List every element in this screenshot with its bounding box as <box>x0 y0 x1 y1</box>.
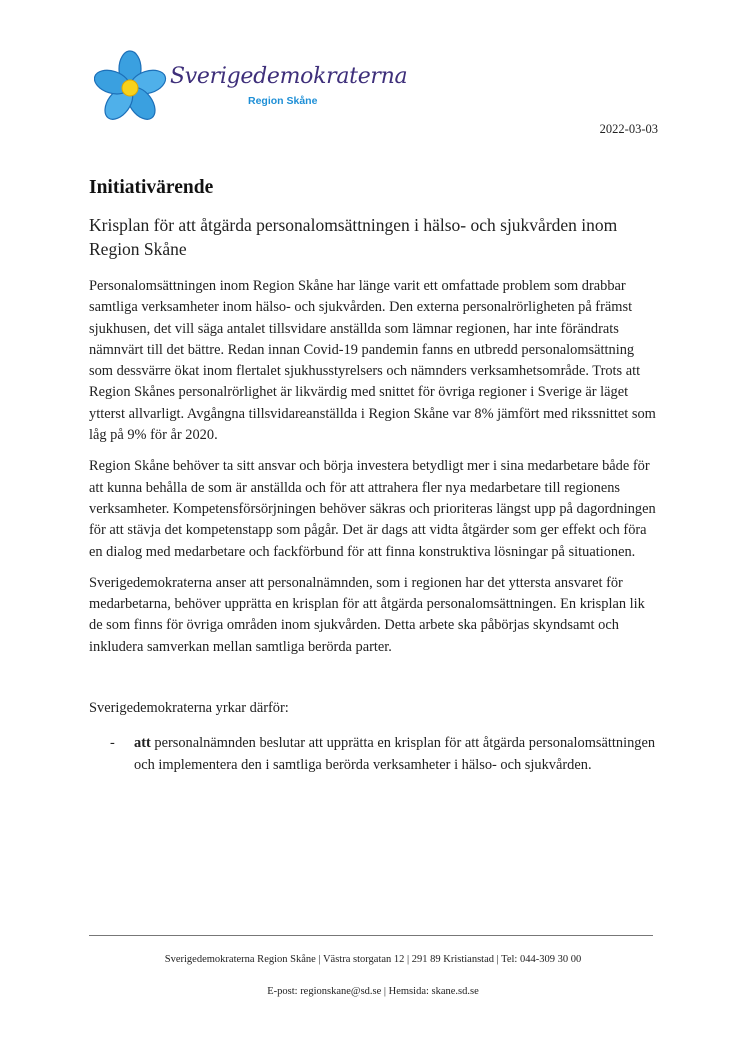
logo-name: Sverigedemokraterna <box>170 64 408 89</box>
document-type: Initiativärende <box>89 177 214 198</box>
flower-center <box>122 80 138 96</box>
demand-item <box>89 733 661 776</box>
demand-text <box>134 733 661 776</box>
document-body <box>89 177 661 776</box>
footer-divider <box>89 935 653 936</box>
paragraph: Personalomsättningen inom Region Skåne har länge varit ett omfattade problem som drabbar samtliga verksamheter inom hälso- och sjukvården. Den externa personalrörligheten på främst sjukhusen, det vill säga antalet tillsvidare anställda som lämnar regionen, har inte förändrats nämnvärt till det bättre. Redan innan Covid-19 pandemin fanns en utbredd personalomsättning som dessvärre ökat inom flertalet sjukhusstyrelsers och nämnders verksamhetsområde. Trots att Region Skånes personalrörlighet är likvärdig med snittet för övriga regioner i Sverige är läget ytterst allvarligt. Avgångna tillsvidareanställda i Region Skåne var 8% jämfört med rikssnittet som låg på 9% för år 2020. <box>89 278 656 444</box>
document-title: Krisplan för att åtgärda personalomsättningen i hälso- och sjukvården inom Region Skåne <box>89 215 618 259</box>
document-date: 2022-03-03 <box>599 122 658 136</box>
demand-keyword: att <box>134 735 151 752</box>
logo-subtitle: Region Skåne <box>248 95 318 107</box>
party-logo <box>94 50 408 122</box>
paragraph: Region Skåne behöver ta sitt ansvar och börja investera betydligt mer i sina medarbetare både för att kunna behålla de som är anställda och för att attrahera fler nya medarbetare till regionens verksamheter. Kompetensförsörjningen behöver säkras och prioriteras längst upp på dagordningen för att stävja det kompetenstapp som pågår. Det är dags att vidta åtgärder som ger effekt och föra en dialog med medarbetare och fackförbund för att finna konstruktiva lösningar på situationen. <box>89 458 656 560</box>
list-bullet: - <box>110 735 115 752</box>
flower-icon <box>94 50 174 122</box>
footer-contact: E-post: regionskane@sd.se | Hemsida: skane.sd.se <box>267 986 479 997</box>
demands-lead: Sverigedemokraterna yrkar därför: <box>89 700 289 717</box>
paragraph: Sverigedemokraterna anser att personalnämnden, som i regionen har det yttersta ansvaret för medarbetarna, behöver upprätta en krisplan för att åtgärda personalomsättningen. En krisplan lik de som finns för övriga områden inom sjukvården. Detta arbete ska påbörjas skyndsamt och inkludera samverkan mellan samtliga berörda parter. <box>89 574 645 655</box>
footer-address: Sverigedemokraterna Region Skåne | Västra storgatan 12 | 291 89 Kristianstad | Tel: 044-309 30 00 <box>164 954 582 965</box>
demand-body: personalnämnden beslutar att upprätta en krisplan för att åtgärda personalomsättningen och implementera den i samtliga berörda verksamheter i hälso- och sjukvården. <box>134 735 656 773</box>
